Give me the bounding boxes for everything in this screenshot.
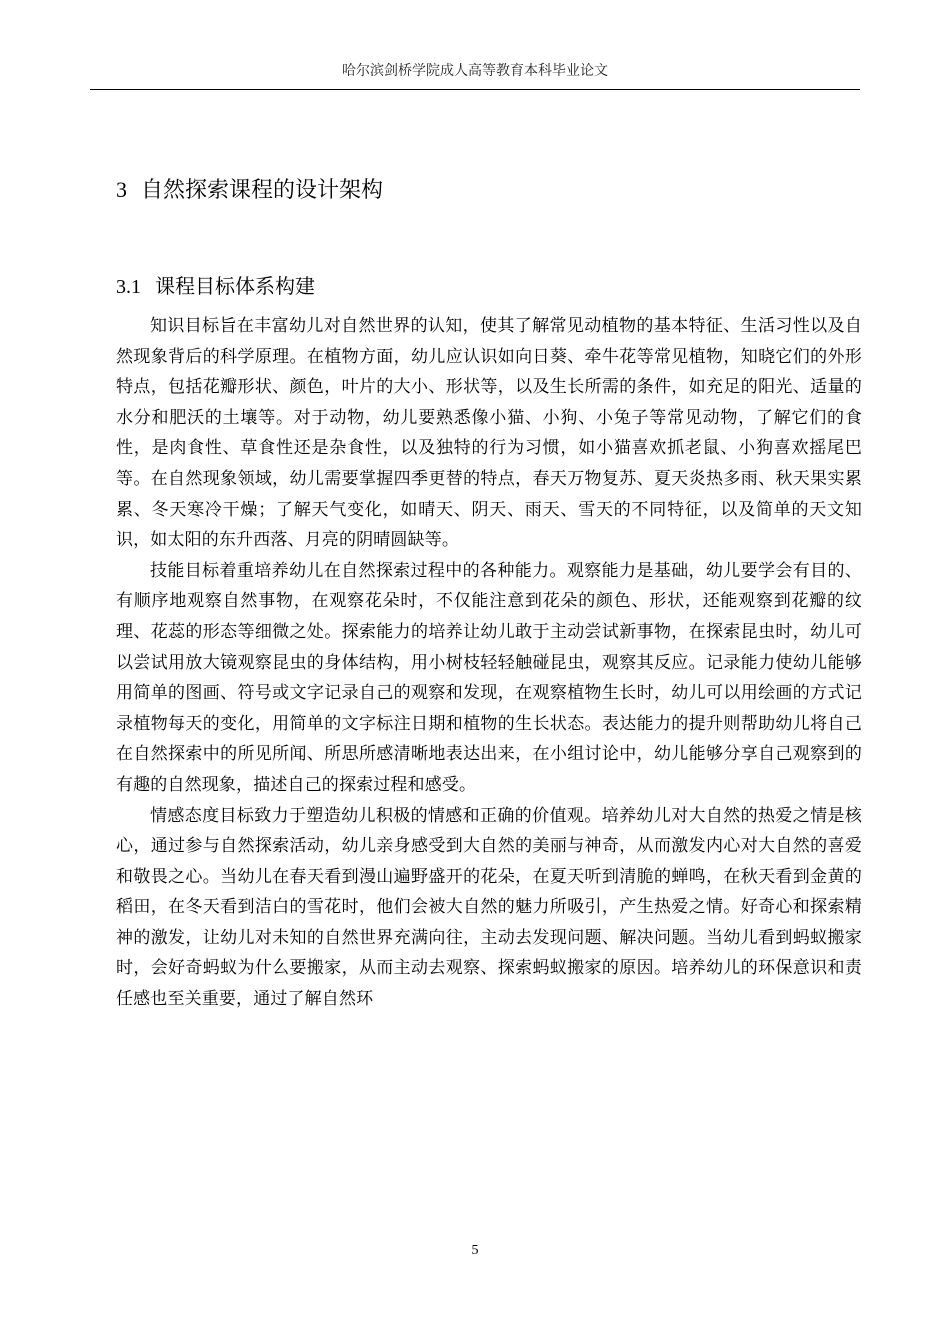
running-header: 哈尔滨剑桥学院成人高等教育本科毕业论文 <box>342 63 608 79</box>
paragraph-attitude-goals: 情感态度目标致力于塑造幼儿积极的情感和正确的价值观。培养幼儿对大自然的热爱之情是核心，通过参与自然探索活动，幼儿亲身感受到大自然的美丽与神奇，从而激发内心对大自然的喜爱和敬畏之心。当幼儿在春天看到漫山遍野盛开的花朵，在夏天听到清脆的蝉鸣，在秋天看到金黄的稻田，在冬天看到洁白的雪花时，他们会被大自然的魅力所吸引，产生热爱之情。好奇心和探索精神的激发，让幼儿对未知的自然世界充满向往，主动去发现问题、解决问题。当幼儿看到蚂蚁搬家时，会好奇蚂蚁为什么要搬家，从而主动去观察、探索蚂蚁搬家的原因。培养幼儿的环保意识和责任感也至关重要，通过了解自然环 <box>116 805 862 1010</box>
paragraph-skill-goals: 技能目标着重培养幼儿在自然探索过程中的各种能力。观察能力是基础，幼儿要学会有目的、有顺序地观察自然事物，在观察花朵时，不仅能注意到花朵的颜色、形状，还能观察到花瓣的纹理、花蕊的形态等细微之处。探索能力的培养让幼儿敢于主动尝试新事物，在探索昆虫时，幼儿可以尝试用放大镜观察昆虫的身体结构，用小树枝轻轻触碰昆虫，观察其反应。记录能力使幼儿能够用简单的图画、符号或文字记录自己的观察和发现，在观察植物生长时，幼儿可以用绘画的方式记录植物每天的变化，用简单的文字标注日期和植物的生长状态。表达能力的提升则帮助幼儿将自己在自然探索中的所见所闻、所思所感清晰地表达出来，在小组讨论中，幼儿能够分享自己观察到的有趣的自然现象，描述自己的探索过程和感受。 <box>116 560 862 795</box>
section-title: 课程目标体系构建 <box>155 274 315 298</box>
paragraph-knowledge-goals: 知识目标旨在丰富幼儿对自然世界的认知，使其了解常见动植物的基本特征、生活习性以及自然现象背后的科学原理。在植物方面，幼儿应认识如向日葵、牵牛花等常见植物，知晓它们的外形特点，包括花瓣形状、颜色，叶片的大小、形状等，以及生长所需的条件，如充足的阳光、适量的水分和肥沃的土壤等。对于动物，幼儿要熟悉像小猫、小狗、小兔子等常见动物，了解它们的食性，是肉食性、草食性还是杂食性，以及独特的行为习惯，如小猫喜欢抓老鼠、小狗喜欢摇尾巴等。在自然现象领域，幼儿需要掌握四季更替的特点，春天万物复苏、夏天炎热多雨、秋天果实累累、冬天寒冷干燥；了解天气变化，如晴天、阴天、雨天、雪天的不同特征，以及简单的天文知识，如太阳的东升西落、月亮的阴晴圆缺等。 <box>116 316 862 551</box>
section-number: 3.1 <box>116 276 141 298</box>
chapter-number: 3 <box>116 177 127 202</box>
section-heading <box>116 268 315 305</box>
chapter-heading <box>116 172 383 209</box>
page-number: 5 <box>471 1243 479 1258</box>
chapter-title: 自然探索课程的设计架构 <box>141 178 384 203</box>
header-divider <box>90 89 860 90</box>
body-text <box>116 311 862 1015</box>
